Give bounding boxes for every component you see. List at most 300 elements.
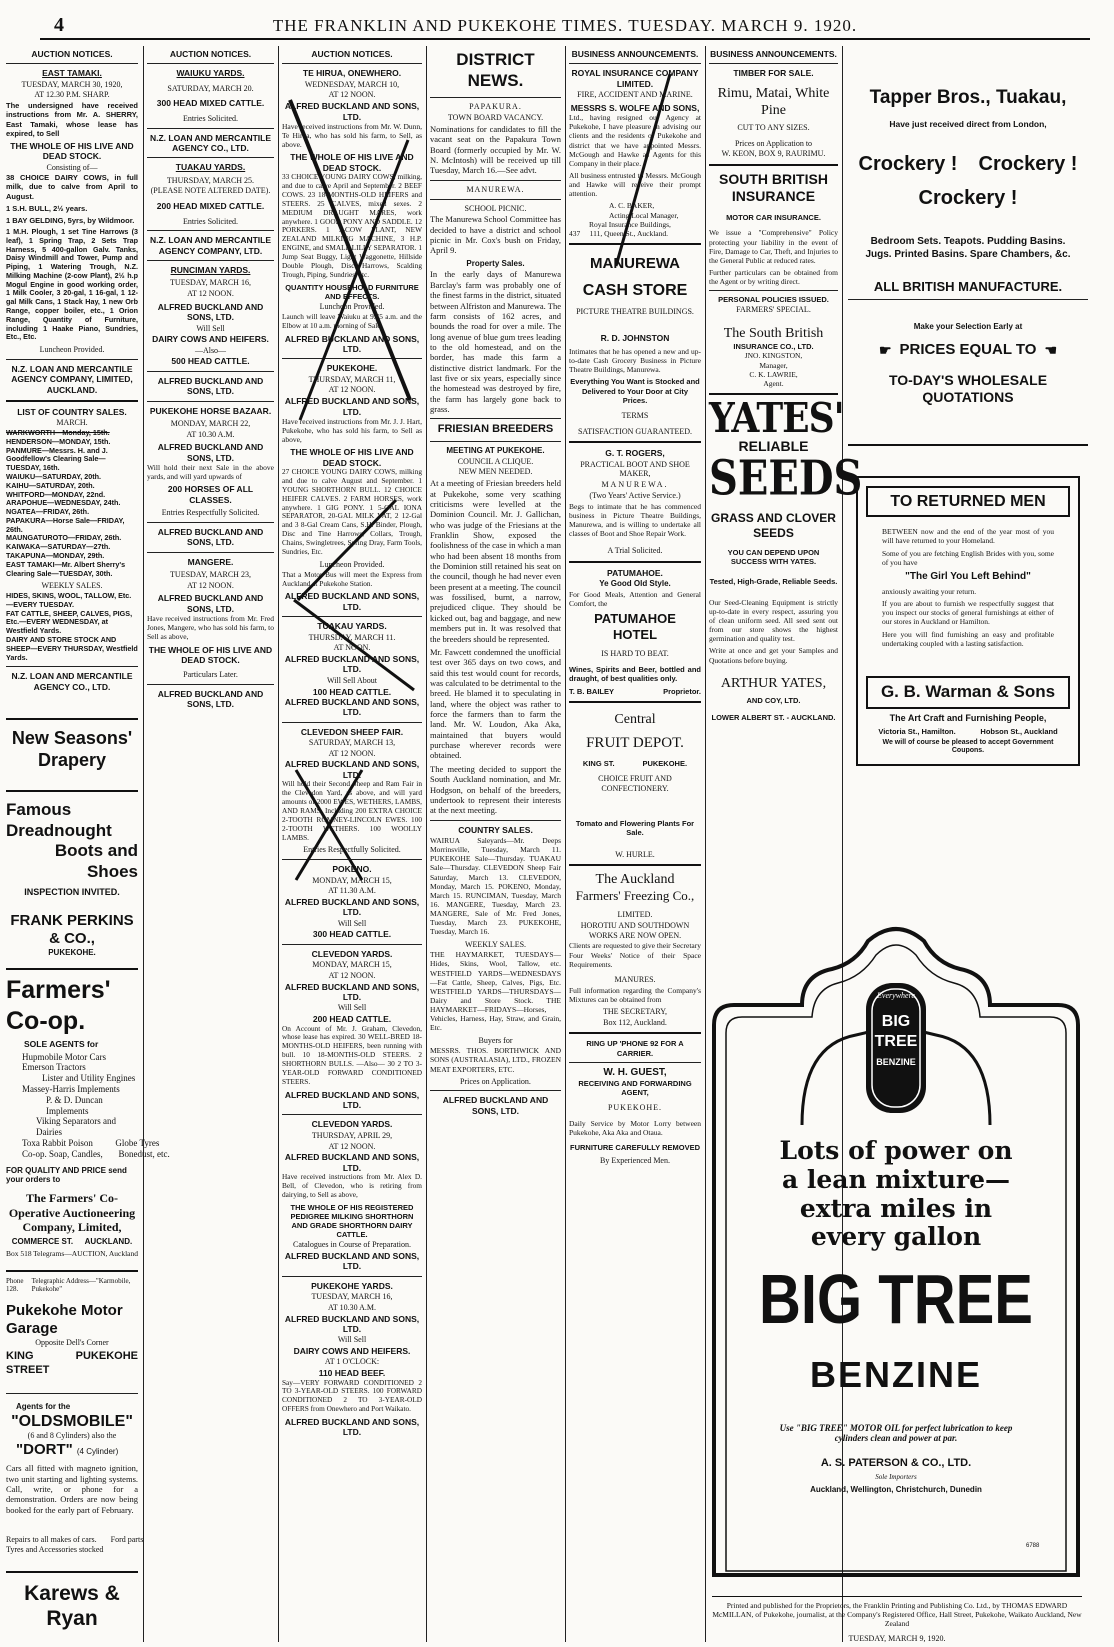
art-craft: The Art Craft and Furnishing People, bbox=[889, 712, 1047, 723]
repairs: Repairs to all makes of cars. Ford parts bbox=[6, 1535, 144, 1545]
experienced: By Experienced Men. bbox=[600, 1156, 670, 1166]
section-heading: AUCTION NOTICES. bbox=[169, 49, 252, 59]
district-news-title: DISTRICT NEWS. bbox=[456, 50, 535, 90]
farmers-company: The Farmers' Co-Operative Auctioneering Company, Limited, bbox=[8, 1191, 136, 1235]
news-subhead: SCHOOL PICNIC. bbox=[464, 203, 527, 213]
agents-for: Agents for the bbox=[16, 1402, 71, 1412]
auctioneer: ALFRED BUCKLAND AND SONS, LTD. bbox=[284, 1089, 420, 1111]
auctioneer: ALFRED BUCKLAND AND SONS, LTD. bbox=[284, 696, 420, 718]
auctioneer: ALFRED BUCKLAND AND SONS, LTD. bbox=[442, 1095, 549, 1116]
oldsmobile: "OLDSMOBILE" bbox=[11, 1412, 133, 1430]
cash-store: CASH STORE bbox=[582, 282, 688, 300]
sale-place: POKENO. bbox=[332, 864, 372, 875]
cities: Auckland, Wellington, Christchurch, Dunedin bbox=[810, 1485, 982, 1494]
list-item: KAIWAKA—SATURDAY—27th. bbox=[6, 542, 111, 552]
returned-body bbox=[866, 527, 1070, 648]
list-item: Massey-Harris Implements bbox=[22, 1083, 120, 1094]
auctioneer: ALFRED BUCKLAND AND SONS, LTD. bbox=[284, 654, 420, 675]
list-item: Co-op. Soap, Candles, Bonedust, etc. bbox=[22, 1148, 170, 1159]
ad-code: 6788 bbox=[1026, 1543, 1040, 1549]
list-item: Toxa Rabbit Poison Globe Tyres bbox=[22, 1137, 160, 1148]
sale-lot: 300 HEAD CATTLE. bbox=[312, 929, 392, 940]
sole-agents: SOLE AGENTS for bbox=[24, 1039, 99, 1050]
column-6 bbox=[709, 46, 863, 926]
dreadnought-headline: Famous Dreadnought bbox=[6, 799, 112, 840]
news-place: PAPAKURA. bbox=[469, 102, 522, 112]
section-heading: BUSINESS ANNOUNCEMENTS. bbox=[571, 49, 699, 59]
country-sales-list bbox=[6, 429, 138, 578]
agent: Agent. bbox=[763, 378, 784, 388]
manurewa2: MANUREWA. bbox=[601, 480, 669, 490]
column-rule bbox=[565, 46, 566, 1642]
auctioneer: ALFRED BUCKLAND AND SONS, LTD. bbox=[284, 759, 420, 780]
news-subhead: Property Sales. bbox=[466, 258, 525, 268]
newspaper-title: THE FRANKLIN AND PUKEKOHE TIMES. TUESDAY. MARCH 9. 1920. bbox=[272, 16, 858, 35]
sale-place: TUAKAU YARDS. bbox=[317, 621, 387, 632]
two-years: (Two Years' Active Service.) bbox=[589, 490, 681, 500]
news-subhead: MEETING AT PUKEKOHE. bbox=[446, 445, 545, 455]
yates-word: YATES' bbox=[709, 393, 844, 443]
policy: We issue a "Comprehensive" Policy protecting your liability in the event of Fire, Damage to Car, Theft, and Injuries to the General Public at reduced rates. bbox=[709, 228, 838, 265]
list-item: P. & D. Duncan Implements bbox=[46, 1094, 103, 1116]
royal-title: ROYAL INSURANCE COMPANY LIMITED. bbox=[571, 68, 699, 89]
receiving: RECEIVING AND FORWARDING AGENT, bbox=[578, 1078, 692, 1098]
motor-car: MOTOR CAR INSURANCE. bbox=[726, 213, 821, 223]
royal-addr: Royal Insurance Buildings, bbox=[589, 219, 671, 229]
sale-lot: 200 HORSES OF ALL CLASSES. bbox=[167, 484, 254, 505]
month: MARCH. bbox=[56, 418, 88, 428]
sale-item: 1 S.H. BULL, 2½ years. bbox=[6, 203, 88, 213]
column-7 bbox=[848, 46, 1088, 926]
can-tree: TREE bbox=[874, 1033, 918, 1050]
list-item: KAIHU—SATURDAY, 20th. bbox=[6, 480, 95, 490]
section-heading: AUCTION NOTICES. bbox=[31, 49, 113, 59]
sale-intro: The undersigned have received instructions from Mr. A. SHERRY, East Tamaki, whose lease has expired, to Sell bbox=[6, 101, 138, 138]
list-item: Viking Separators and Dairies bbox=[36, 1116, 116, 1138]
list-item: DAIRY AND STORE STOCK AND SHEEP—EVERY THURSDAY, Westfield Yards. bbox=[6, 634, 138, 662]
royal-sub: FIRE, ACCIDENT AND MARINE. bbox=[577, 90, 693, 100]
pointing-hand-icon: ☛ bbox=[878, 341, 892, 358]
auctioneer: ALFRED BUCKLAND AND SONS, LTD. bbox=[284, 396, 420, 417]
manurewa-title: MANUREWA bbox=[590, 255, 680, 273]
also: —Also— bbox=[194, 345, 227, 355]
list-item: TAKAPUNA—MONDAY, 29th. bbox=[6, 550, 105, 560]
list-item: FAT CATTLE, SHEEP, CALVES, PIGS, Etc.—EVERY WEDNESDAY, at Westfield Yards. bbox=[6, 608, 133, 636]
satisfaction: SATISFACTION GUARANTEED. bbox=[577, 426, 693, 436]
sale-lot: 500 HEAD CATTLE. bbox=[171, 356, 250, 367]
catalogues: Catalogues in Course of Preparation. bbox=[293, 1240, 411, 1250]
royal-messrs: MESSRS S. WOLFE AND SONS, bbox=[570, 102, 700, 113]
column-rule bbox=[143, 46, 144, 1642]
sale-time: AT NOON. bbox=[333, 643, 371, 653]
sale-text: Say—VERY FORWARD CONDITIONED 2 TO 3-YEAR-OLD STEERS. 100 FORWARD CONDITIONED 2 TO 3-YEAR-OLD OFFERS from Onewhero and Port Waikato. bbox=[282, 1377, 422, 1414]
news-subhead: COUNTRY SALES. bbox=[458, 824, 533, 835]
news-paragraph: WAIRUA Saleyards—Mr. Deeps Morrinsville, Tuesday, March 11. PUKEKOHE Sale—Thursday. TUAKAU Sale—Thursday. CLEVEDON Sheep Fair Saturday, March 13. CLEVEDON, Monday, March 15. POKENO, Monday, March 15. RUNCIMAN, Tuesday, March 16. MANGERE, Tuesday, March 23. MANGERE, Sale of Mr. Fred Jones, Tuesday, March 23. PUKEKOHE, Tuesday, March 16. bbox=[430, 836, 561, 937]
at-time: AT 1 O'CLOCK: bbox=[324, 1357, 380, 1367]
list-item: PAPAKURA—Horse Sale—FRIDAY, 26th. bbox=[6, 515, 125, 534]
list-item: PANMURE—Messrs. H. and J. Goodfellow's Clearing Sale—TUESDAY, 16th. bbox=[6, 445, 108, 473]
sale-time: AT 11.30 A.M. bbox=[328, 886, 376, 896]
returned-text: BETWEEN now and the end of the year most of you will have returned to your Homeland. bbox=[882, 527, 1054, 546]
auctioneer: ALFRED BUCKLAND AND SONS, LTD. bbox=[157, 689, 264, 710]
sale-place: CLEVEDON SHEEP FAIR. bbox=[300, 726, 404, 737]
wholesale: TO-DAY'S WHOLESALE QUOTATIONS bbox=[888, 371, 1048, 405]
bus: That a Motor Bus will meet the Express from Auckland at Pukekohe Station. bbox=[282, 569, 422, 588]
sale-lot: 110 HEAD BEEF. bbox=[318, 1368, 386, 1379]
sale-lot: 100 HEAD CATTLE. bbox=[312, 686, 392, 697]
timber-cut: CUT TO ANY SIZES. bbox=[737, 122, 810, 132]
write: Write at once and get your Samples and Quotations before buying. bbox=[709, 646, 838, 665]
johnston-text: Intimates that he has opened a new and up-to-date Cash Grocery Business in Picture Theatre Buildings, Manurewa. bbox=[569, 346, 701, 375]
buyers: Buyers for bbox=[478, 1035, 513, 1045]
rogers: G. T. ROGERS, bbox=[605, 448, 665, 459]
news-subhead: COUNCIL A CLIQUE. bbox=[457, 456, 534, 466]
sale-lot: QUANTITY HOUSEHOLD FURNITURE AND EFFECTS. bbox=[285, 282, 419, 301]
news-paragraph: THE HAYMARKET, TUESDAYS—Hides, Skins, Wool, Tallow, etc. WESTFIELD YARDS—WEDNESDAYS—Fat Cattle, Sheep, Calves, Pigs, Etc. WESTFIELD YARDS—THURSDAYS—Dairy and Store Stock. THE HAYMARKET—FRIDAYS—Horses, Vehicles, Harness, Hay, Straw, and Grain, Etc. bbox=[430, 950, 561, 1033]
bailey: T. B. BAILEY Proprietor. bbox=[569, 687, 701, 697]
sale-place: MANGERE. bbox=[187, 556, 234, 567]
garage-text: Cars all fitted with magneto ignition, two unit starting and lighting systems. Call, write, or phone for a demonstration. Orders are now being booked for the early part of February. bbox=[6, 1463, 138, 1515]
dreadnought-headline: Boots and Shoes bbox=[54, 841, 138, 882]
sale-date: THURSDAY, MARCH 11. bbox=[308, 632, 396, 642]
big-tree-headline: BIG TREE bbox=[759, 1260, 1033, 1339]
auctioneer: ALFRED BUCKLAND AND SONS, LTD. bbox=[157, 526, 264, 548]
news-subhead: TOWN BOARD VACANCY. bbox=[447, 113, 544, 123]
auctioneer: ALFRED BUCKLAND AND SONS, LTD. bbox=[157, 442, 264, 463]
sale-date: MONDAY, MARCH 15, bbox=[312, 960, 392, 970]
sale-time: AT 12 NOON. bbox=[187, 580, 234, 590]
tested: Tested, High-Grade, Reliable Seeds. bbox=[709, 576, 838, 586]
sale-time: AT 10.30 A.M. bbox=[186, 429, 235, 439]
sale-item: 38 CHOICE DAIRY COWS, in full milk, due to calve from April to August. bbox=[6, 173, 138, 201]
fruit-address: KING ST. PUKEKOHE. bbox=[582, 758, 688, 768]
manager: Manager, bbox=[759, 360, 788, 370]
masthead bbox=[40, 8, 1090, 40]
weekly-sales-list bbox=[6, 592, 138, 662]
weekly-heading: WEEKLY SALES. bbox=[41, 581, 103, 591]
grass-seeds: SEEDS bbox=[753, 525, 794, 540]
news-paragraph: Nominations for candidates to fill the vacant seat on the Papakura Town Board (formerly occupied by Mr. W. N. McIntosh) will be received up till Tuesday, March 16.—See advt. bbox=[430, 123, 561, 176]
selection: Make your Selection Early at bbox=[913, 321, 1023, 331]
auctioneer: N.Z. LOAN AND MERCANTILE AGENCY CO., LTD. bbox=[149, 132, 272, 153]
timber-prices: Prices on Application to bbox=[734, 138, 813, 148]
choice: CHOICE FRUIT AND CONFECTIONERY. bbox=[598, 773, 672, 793]
importers: Sole Importers bbox=[875, 1473, 917, 1481]
sale-lot: DAIRY COWS AND HEIFERS. bbox=[293, 1346, 411, 1357]
lots-of-power: Lots of power on a lean mixture— extra miles in every gallon bbox=[779, 1136, 1013, 1252]
royal-addr: 437 111, Queen St., Auckland. bbox=[569, 228, 669, 238]
johnston: R. D. JOHNSTON bbox=[600, 332, 670, 343]
use-motor-oil: Use "BIG TREE" MOTOR OIL for perfect lubrication to keep cylinders clean and power at par. bbox=[779, 1423, 1013, 1443]
hotel-name: PATUMAHOE bbox=[594, 611, 676, 627]
entries: Entries Solicited. bbox=[182, 113, 239, 123]
auctioneer: ALFRED BUCKLAND AND SONS, LTD. bbox=[284, 1417, 420, 1438]
auctioneer: ALFRED BUCKLAND AND SONS, LTD. bbox=[284, 1152, 420, 1173]
sale-date: TUESDAY, MARCH 16, bbox=[311, 1292, 393, 1302]
terms: TERMS bbox=[621, 410, 649, 420]
cleaning: Our Seed-Cleaning Equipment is strictly up-to-date in every respect, assuring you of clean uniform seed. All seed sent out from our store shows the highest germination and quality test. bbox=[709, 597, 838, 644]
list-item: EAST TAMAKI—Mr. Albert Sherry's Clearing Sale—TUESDAY, 30th. bbox=[6, 559, 126, 578]
yates-logo bbox=[709, 393, 863, 507]
garage-contact: Phone 128. Telegraphic Address—"Karmobile, Pukekohe" bbox=[6, 1276, 131, 1294]
sale-lot: THE WHOLE OF HIS LIVE AND DEAD STOCK. bbox=[148, 644, 273, 665]
tyres: Tyres and Accessories stocked bbox=[6, 1544, 104, 1554]
news-subhead: WEEKLY SALES. bbox=[464, 939, 527, 949]
auctioneer: ALFRED BUCKLAND AND SONS, LTD. bbox=[284, 1251, 420, 1272]
sale-text: Have received instructions from Mr. Fred Jones, Mangere, who has sold his farm, to Sell as above, bbox=[147, 614, 274, 642]
karews-headline: Karews & Ryan bbox=[24, 1581, 120, 1631]
column-1 bbox=[6, 46, 170, 1642]
sale-lot: DAIRY COWS AND HEIFERS. bbox=[152, 334, 269, 345]
list-item: HENDERSON—MONDAY, 15th. bbox=[6, 436, 111, 446]
returned-title: TO RETURNED MEN bbox=[866, 486, 1070, 518]
sale-date: WEDNESDAY, MARCH 10, bbox=[304, 79, 400, 89]
inspection: INSPECTION INVITED. bbox=[24, 886, 120, 897]
imprint bbox=[712, 1596, 1082, 1644]
sale-date: TUESDAY, MARCH 16, bbox=[170, 278, 251, 288]
warman-address: Victoria St., Hamilton. Hobson St., Auckland bbox=[878, 726, 1058, 736]
crockery: Crockery ! bbox=[978, 152, 1078, 175]
sale-time: AT 12 NOON. bbox=[328, 970, 376, 980]
section-heading: BUSINESS ANNOUNCEMENTS. bbox=[710, 49, 837, 59]
farmers-lines bbox=[6, 1051, 170, 1160]
good-old: Ye Good Old Style. bbox=[599, 579, 671, 589]
auctioneer: ALFRED BUCKLAND AND SONS, LTD. bbox=[157, 301, 264, 323]
jugs: Jugs. Printed Basins. Spare Chambers, &c. bbox=[865, 248, 1071, 260]
trial: A Trial Solicited. bbox=[607, 546, 663, 556]
daily: Daily Service by Motor Lorry between Pukekohe, Aka Aka and Otaua. bbox=[569, 1118, 701, 1138]
royal-text: All business entrusted to Messrs. McGough and Hawke will receive their prompt attention. bbox=[569, 171, 701, 199]
clients: Clients are requested to give their Secretary Four Weeks' Notice of their Space Requirements. bbox=[569, 941, 701, 969]
sale-place: RUNCIMAN YARDS. bbox=[170, 264, 251, 275]
prices: Prices on Application. bbox=[460, 1076, 531, 1086]
auctioneer: ALFRED BUCKLAND AND SONS, LTD. bbox=[284, 591, 420, 612]
prices-equal: ☛ PRICES EQUAL TO ☚ bbox=[878, 341, 1058, 359]
garage-title: Pukekohe Motor Garage bbox=[6, 1301, 123, 1338]
royal-text: Ltd., having resigned our Agency at Pukekohe, I have pleasure in advising our clients and the residents of Pukekohe and district that we have appointed Messrs. McGough and Hawke as Agents for this Company in their place. bbox=[569, 113, 701, 168]
column-rule bbox=[426, 46, 427, 1642]
list-item: WARKWORTH—Monday, 15th. bbox=[6, 428, 110, 438]
tapper-title: Tapper Bros., Tuakau, bbox=[869, 87, 1067, 108]
dort: "DORT" (4 Cylinder) bbox=[16, 1441, 119, 1459]
boot: PRACTICAL BOOT AND SHOE MAKER, bbox=[580, 459, 690, 479]
news-subhead: NEW MEN NEEDED. bbox=[458, 467, 533, 477]
list-item: HIDES, SKINS, WOOL, TALLOW, Etc.—EVERY TUESDAY. bbox=[6, 591, 132, 609]
returned-text: Here you will find furnishing an easy and profitable undertaking coupled with a lasting satisfaction. bbox=[882, 629, 1054, 648]
seeds-word: SEEDS bbox=[709, 450, 863, 507]
news-paragraph: The meeting decided to support the South Auckland nomination, and Mr. Hodgson, on behalf of the breeders, undertook to represent their interests at the next meeting. bbox=[430, 763, 561, 816]
will-sell: Will Sell bbox=[337, 918, 367, 928]
imprint-text: Printed and published for the Proprietors, the Franklin Printing and Publishing Co. Ltd., by THOMAS EDWARD McMILLAN, of Pukekohe, journalist, at the Company's Registered Office, Hall Street, Pukekohe, Waikato Auckland, New Zealand bbox=[712, 1596, 1082, 1628]
sale-place: PUKEKOHE YARDS. bbox=[311, 1280, 393, 1291]
sale-lot: 200 HEAD MIXED CATTLE. bbox=[156, 201, 265, 212]
warman-box bbox=[866, 676, 1070, 709]
bedroom: Bedroom Sets. Teapots. Pudding Basins. bbox=[870, 236, 1066, 248]
section-heading: AUCTION NOTICES. bbox=[311, 49, 393, 59]
list-item: NGATEA—FRIDAY, 26th. bbox=[6, 507, 90, 517]
column-4 bbox=[430, 46, 561, 1642]
will-sell: Will Sell bbox=[337, 1335, 367, 1345]
hard: IS HARD TO BEAT. bbox=[601, 649, 669, 659]
farmers-contact: Box 518 Telegrams—AUCTION, Auckland bbox=[6, 1248, 138, 1258]
royal-role: Acting Local Manager, bbox=[609, 210, 679, 220]
garage-street: KING STREET PUKEKOHE bbox=[6, 1350, 138, 1376]
auctioneer: N.Z. LOAN AND MERCANTILE AGENCY COMPANY, LIMITED, AUCKLAND. bbox=[11, 363, 133, 395]
sale-time: AT 10.30 A.M. bbox=[327, 1302, 377, 1312]
keon: W. KEON, BOX 9, RAURIMU. bbox=[721, 149, 826, 159]
entries: Entries Respectfully Solicited. bbox=[303, 845, 401, 855]
quality-line: FOR QUALITY AND PRICE send your orders to bbox=[6, 1165, 127, 1185]
sale-date: THURSDAY, MARCH 11, bbox=[308, 374, 396, 384]
timber-heading: TIMBER FOR SALE. bbox=[733, 68, 814, 79]
luncheon: Luncheon Provided. bbox=[39, 345, 105, 355]
and-coy: AND COY, LTD. bbox=[746, 695, 801, 705]
can-big: BIG bbox=[881, 1013, 911, 1030]
sale-note: (PLEASE NOTE ALTERED DATE). bbox=[150, 186, 271, 196]
limited: LIMITED. bbox=[617, 910, 653, 920]
auctioneer: ALFRED BUCKLAND AND SONS, LTD. bbox=[157, 593, 264, 614]
luncheon: Luncheon Provided. bbox=[319, 559, 385, 569]
auckland-title: Farmers' Freezing Co., bbox=[575, 888, 695, 904]
sale-text: Will hold their next Sale in the above yards, and will yard upwards of bbox=[147, 463, 274, 482]
imprint-date: TUESDAY, MARCH 9, 1920. bbox=[848, 1634, 946, 1643]
returned-text: anxiously awaiting your return. bbox=[882, 587, 977, 597]
farmers-title: Farmers' Co-op. bbox=[6, 976, 111, 1035]
particulars: Particulars Later. bbox=[183, 670, 238, 680]
warman-title: G. B. Warman & Sons bbox=[880, 681, 1056, 701]
patumahoe: PATUMAHOE. bbox=[607, 567, 663, 578]
royal-sign: A. C. BAKER, bbox=[609, 201, 655, 211]
perkins-name: FRANK PERKINS & CO., bbox=[10, 911, 134, 948]
personal: PERSONAL POLICIES ISSUED. bbox=[718, 295, 829, 305]
fruit: FRUIT DEPOT. bbox=[586, 735, 684, 752]
tomato: Tomato and Flowering Plants For Sale. bbox=[575, 819, 695, 838]
sale-lot: 200 HEAD CATTLE. bbox=[312, 1014, 392, 1025]
sale-place: TUAKAU YARDS. bbox=[175, 162, 246, 173]
depend: YOU CAN DEPEND UPON SUCCESS WITH YATES. bbox=[727, 548, 820, 567]
sale-items: 27 CHOICE YOUNG DAIRY COWS, milking and due to calve August and September. 1 YOUNG SHORTHORN BULL. 12 CHOICE HEIFER CALVES. 2 FARM HORSES, work anywhere. 1 GIG PONY. 1 5-GAL IONA SEPARATOR, 20-GAL MILK VAT, 2 12-Gal and 3 8-Gal Cream Cans, S.H. Binder, Plough, Disc and Tine Harrows, Collars, Trough, Chains, Swingletrees, Spring Dray, Farm Tools, Sundries, Etc. bbox=[282, 467, 422, 557]
big-tree-ad bbox=[706, 925, 1086, 1585]
all-british: ALL BRITISH MANUFACTURE. bbox=[873, 278, 1063, 294]
auctioneer: ALFRED BUCKLAND AND SONS, LTD. bbox=[284, 1313, 420, 1334]
column-rule bbox=[278, 46, 279, 1642]
farmers-special: FARMERS' SPECIAL. bbox=[736, 305, 811, 315]
sale-place: CLEVEDON YARDS. bbox=[311, 948, 393, 959]
news-paragraph: The Manurewa School Committee has decided to have a district and school picnic in Mr. Cox's bush on Friday, April 9. bbox=[430, 214, 561, 256]
lower-albert: LOWER ALBERT ST. - AUCKLAND. bbox=[711, 712, 836, 722]
sale-time: AT 12 NOON. bbox=[187, 289, 234, 299]
box: Box 112, Auckland. bbox=[603, 1017, 667, 1027]
pukekohe2: PUKEKOHE. bbox=[607, 1103, 663, 1113]
launch: Launch will leave Waiuku at 9.45 a.m. and the Elbow at 10 a.m. morning of Sale. bbox=[282, 311, 422, 330]
sale-lot: 300 HEAD MIXED CATTLE. bbox=[156, 98, 265, 109]
south-british: INSURANCE bbox=[731, 188, 816, 205]
wines: Wines, Spirits and Beer, bottled and draught, of best qualities only. bbox=[569, 664, 701, 683]
paterson: A. S. PATERSON & CO., LTD. bbox=[820, 1457, 972, 1469]
cylinders: (6 and 8 Cylinders) also the bbox=[27, 1431, 117, 1441]
column-5 bbox=[569, 46, 701, 1642]
benzine-headline: BENZINE bbox=[809, 1354, 982, 1395]
sale-lot: THE WHOLE OF HIS REGISTERED PEDIGREE MILKING SHORTHORN AND GRADE SHORTHORN DAIRY CATTLE. bbox=[290, 1202, 414, 1240]
sale-date: THURSDAY, APRIL 29, bbox=[311, 1130, 393, 1140]
sale-item: 1 BAY GELDING, 5yrs, by Wildmoor. bbox=[6, 215, 135, 225]
sale-time: AT 12 NOON. bbox=[328, 748, 376, 758]
auctioneer: ALFRED BUCKLAND AND SONS, LTD. bbox=[284, 333, 420, 354]
news-place: MANUREWA. bbox=[466, 184, 525, 194]
sale-date: TUESDAY, MARCH 23, bbox=[170, 569, 251, 579]
entries: Entries Solicited. bbox=[182, 216, 239, 226]
buyers-text: MESSRS. THOS. BORTHWICK AND SONS (AUSTRALASIA), LTD., FROZEN MEAT EXPORTERS, ETC. bbox=[430, 1046, 561, 1074]
auctioneer: ALFRED BUCKLAND AND SONS, LTD. bbox=[157, 375, 264, 397]
coupons: We will of course be pleased to accept Government Coupons. bbox=[882, 738, 1054, 755]
auctioneer: ALFRED BUCKLAND AND SONS, LTD. bbox=[284, 897, 420, 918]
sale-place: WAIUKU YARDS. bbox=[176, 68, 245, 79]
farmers-address: COMMERCE ST. AUCKLAND. bbox=[11, 1236, 133, 1246]
south-british-co: The South British bbox=[723, 326, 824, 342]
will-sell: Will Sell bbox=[196, 323, 225, 333]
horotiu: HOROTIU AND SOUTHDOWN WORKS ARE NOW OPEN. bbox=[580, 920, 690, 940]
ins-co: INSURANCE CO., LTD. bbox=[733, 342, 814, 352]
garage-opposite: Opposite Dell's Corner bbox=[35, 1338, 109, 1348]
luncheon: Luncheon Provided. bbox=[319, 302, 385, 312]
sale-lot: THE WHOLE OF HIS LIVE AND DEAD STOCK. bbox=[290, 152, 414, 173]
good-meals: For Good Meals, Attention and General Comfort, the bbox=[569, 590, 701, 609]
list-item: MAUNGATUROTO—FRIDAY, 26th. bbox=[6, 533, 122, 543]
auctioneer: N.Z. LOAN AND MERCANTILE AGENCY CO., LTD. bbox=[11, 671, 133, 692]
sale-date: SATURDAY, MARCH 13, bbox=[308, 737, 396, 747]
friesian-title: FRIESIAN BREEDERS bbox=[437, 423, 554, 436]
sale-date: MONDAY, MARCH 15, bbox=[312, 875, 392, 885]
sale-date: MONDAY, MARCH 22, bbox=[170, 418, 251, 428]
can-benzine: BENZINE bbox=[876, 1057, 916, 1067]
crockery-row bbox=[848, 152, 1088, 176]
lawrie: C. K. LAWRIE, bbox=[749, 369, 798, 379]
auctioneer: ALFRED BUCKLAND AND SONS, LTD. bbox=[284, 981, 420, 1003]
returned-men-ad bbox=[856, 476, 1080, 766]
ring: RING UP 'PHONE 92 FOR A CARRIER. bbox=[586, 1039, 684, 1058]
sale-place: PUKEKOHE. bbox=[326, 363, 378, 374]
picture: PICTURE THEATRE BUILDINGS. bbox=[576, 306, 694, 316]
sale-items: 33 CHOICE YOUNG DAIRY COWS, milking, and due to calve April and September. 2 BEEF COWS. 23 18-MONTHS-OLD HEIFERS and STEERS. 25 CALVES, mixed sexes. 2 MEDIUM DRAUGHT MARES, work anywhere. 1 GOOD PONY AND SADDLE. 12 PORKERS. 1 3-COW PLANT, NEW ZEALAND MILKING MACHINE, 3 H.P. ENGINE, and SMALL LILLY SEPARATOR. 1 Jump Seat Buggy, Light Waggonette, Hillside Double Plough, Disc Harrows, Scalding Trough, Piping, Sundries, etc. bbox=[282, 172, 422, 279]
list-item: WHITFORD—MONDAY, 22nd. bbox=[6, 489, 106, 499]
london: Have just received direct from London, bbox=[889, 119, 1047, 130]
manures: MANURES. bbox=[614, 974, 656, 984]
girl-left-behind: "The Girl You Left Behind" bbox=[905, 570, 1031, 582]
central: Central bbox=[614, 712, 656, 728]
timber-types: Rimu, Matai, White Pine bbox=[717, 85, 830, 118]
sale-time: AT 12 NOON. bbox=[328, 90, 376, 100]
list-item: ARAPOHUE—WEDNESDAY, 24th. bbox=[6, 498, 121, 508]
hotel-name: HOTEL bbox=[612, 627, 658, 643]
sale-place: EAST TAMAKI. bbox=[42, 68, 102, 79]
perkins-town: PUKEKOHE. bbox=[48, 948, 96, 958]
list-item: Lister and Utility Engines bbox=[42, 1073, 136, 1084]
column-3 bbox=[282, 46, 422, 1642]
sale-item: 1 M.H. Plough, 1 set Tine Harrows (3 leaf), 1 Spring Trap, 2 Sets Trap Harness, 5 400-gallon Galv. Tanks, Daisy Windmill and Tower, Pump and Piping, 1 Watering Trough, N.Z. Milking Machine (2-cow Plant), 2½ h.p Mogul Engine in good working order, 1 Milk Cooler, 3 20-gal, 1 16-gal, 1 12-gal Milk Cans, 1 Stack Hay, 1 new Orb Range, copper boiler, etc., 1 Orion Range, Quantity of Furniture, including 1 Haake Piano, Sundries, Etc., Etc. bbox=[6, 226, 138, 342]
auctioneer: ALFRED BUCKLAND AND SONS, LTD. bbox=[284, 101, 420, 122]
sale-place: TE HIRUA, ONEWHERO. bbox=[302, 68, 402, 79]
sale-text: On Account of Mr. J. Graham, Clevedon, whose lease has expired. 30 WELL-BRED 18-MONTHS-OLD HEIFERS, been running with bull. 10 18-MONTHS-OLD STEERS. 2 SHORTHORN BULLS. —Also— 30 2 TO 3-YEAR-OLD FORWARD CONDITIONED STEERS. bbox=[282, 1023, 422, 1086]
hurle: W. HURLE. bbox=[615, 849, 655, 859]
everything: Everything You Want is Stocked and Delivered to Your Door at City Prices. bbox=[570, 377, 700, 405]
further: Further particulars can be obtained from the Agent or by writing direct. bbox=[709, 267, 838, 287]
list-item: Hupmobile Motor Cars Emerson Tractors bbox=[22, 1051, 106, 1073]
country-sales-heading: LIST OF COUNTRY SALES. bbox=[17, 406, 127, 417]
drapery-headline: New Seasons' Drapery bbox=[11, 728, 133, 770]
returned-text: If you are about to furnish we respectfully suggest that you inspect our stocks of general furnishings at either of our stores in Auckland or Hamilton. bbox=[882, 599, 1054, 627]
sale-date: TUESDAY, MARCH 30, 1920, bbox=[21, 79, 123, 89]
sale-time: AT 12 NOON. bbox=[328, 1141, 376, 1151]
